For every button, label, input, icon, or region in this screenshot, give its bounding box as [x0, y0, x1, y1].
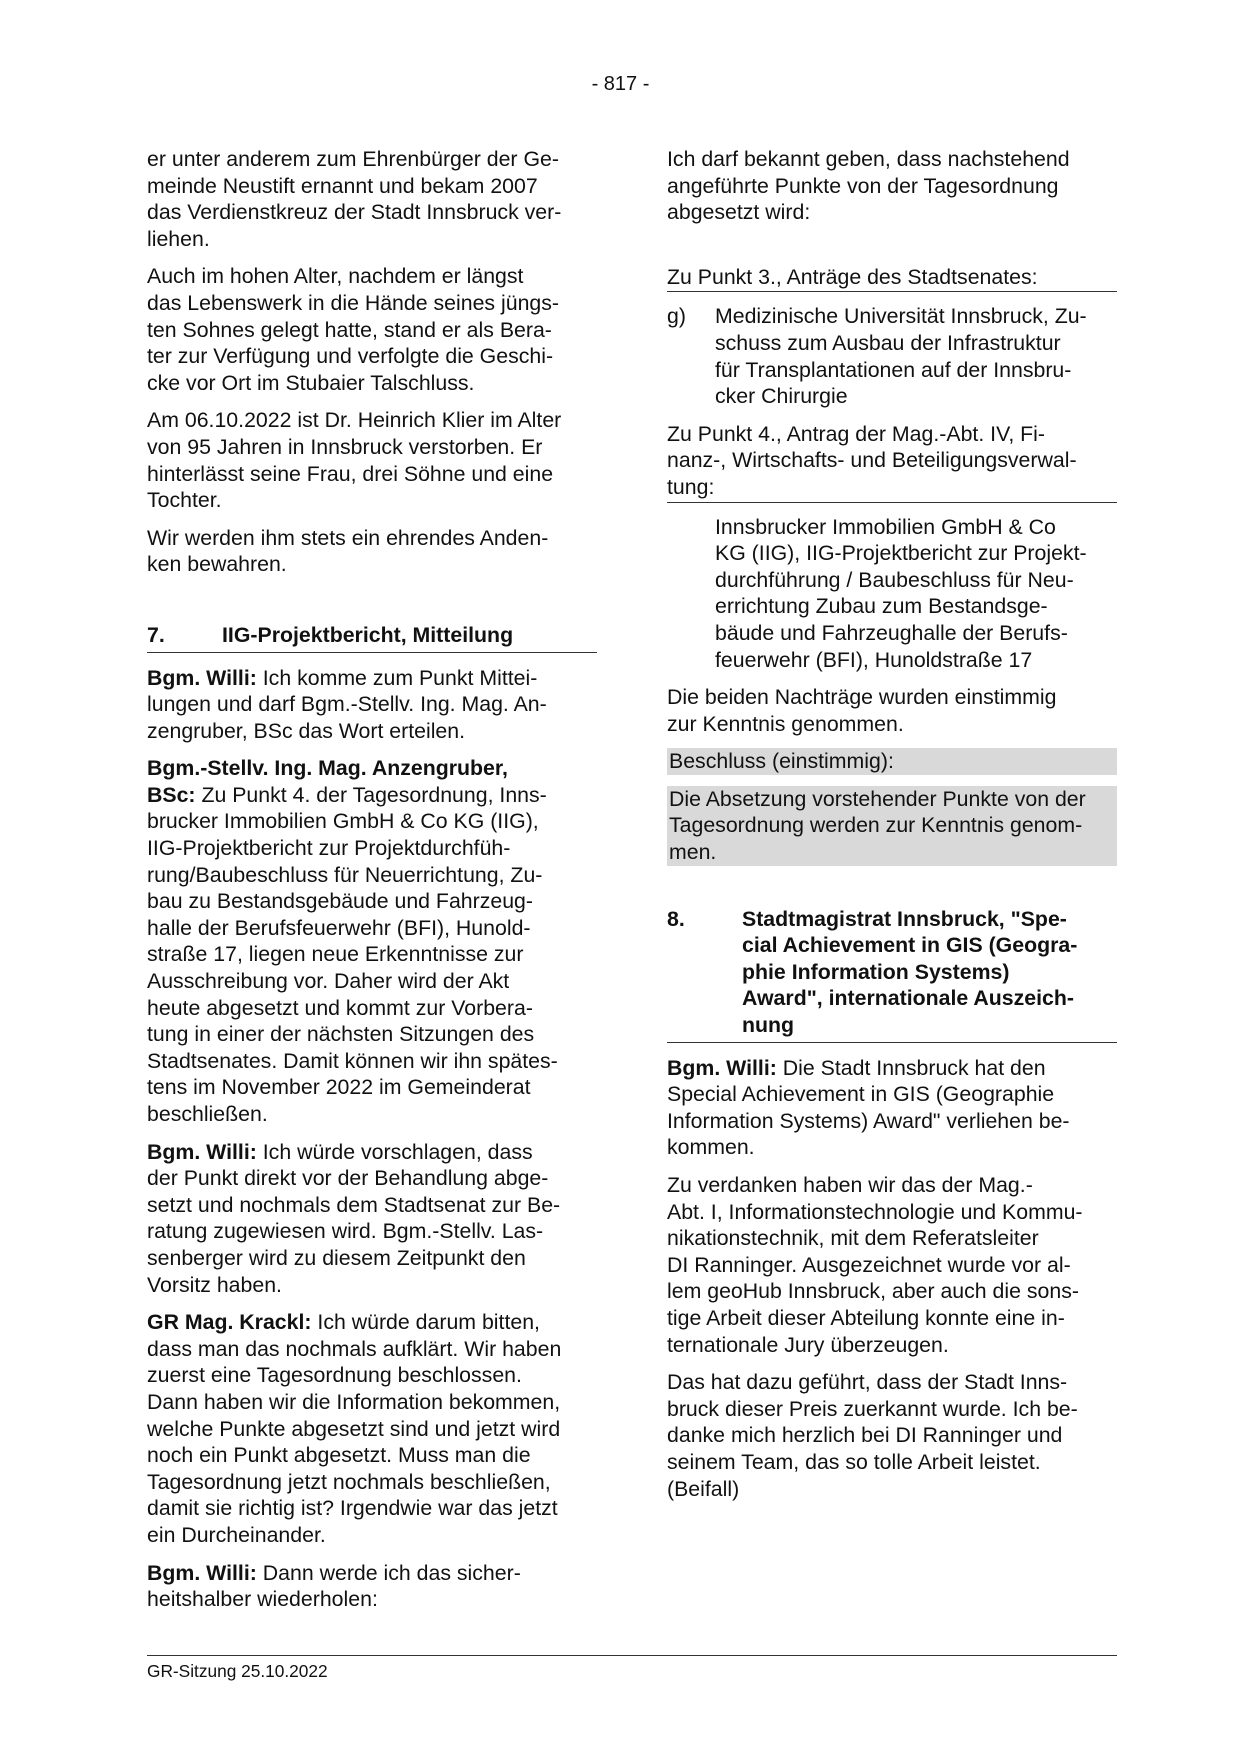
page-footer: GR-Sitzung 25.10.2022 [147, 1655, 1117, 1682]
speech [147, 665, 597, 745]
paragraph-text: Zu verdanken haben wir das der Mag.- Abt. I, Informationstechnologie und Kommu- nikationstechnik, mit dem Referatsleiter DI Ranninger. Ausgezeichnet wurde vor al- lem geoHub Innsbruck, aber auch die sons- tige Arbeit dieser Abteilung konnte eine in- ternationale Jury überzeugen. [667, 1173, 1083, 1357]
speaker-name: Bgm. Willi: [147, 665, 257, 690]
paragraph [147, 525, 597, 578]
agenda-subheading: Zu Punkt 4., Antrag der Mag.-Abt. IV, Fi- nanz-, Wirtschafts- und Beteiligungsverwal- tung: [667, 421, 1117, 503]
speech [147, 1560, 597, 1613]
paragraph [667, 1172, 1117, 1358]
paragraph [667, 1369, 1117, 1502]
left-column [147, 146, 597, 1624]
item-letter: g) [667, 304, 686, 329]
paragraph-text: Auch im hohen Alter, nachdem er längst das Lebenswerk in die Hände seines jüngs- ten Sohnes gelegt hatte, stand er als Bera- ter zur Verfügung und verfolgte die Geschi- cke vor Ort im Stubaier Talschluss. [147, 264, 559, 395]
speech-text: Dann werde ich das sicher- heitshalber wiederholen: [147, 1560, 521, 1612]
speech-text: Ich komme zum Punkt Mittei- lungen und darf Bgm.-Stellv. Ing. Mag. An- zengruber, BSc das Wort erteilen. [147, 665, 547, 743]
paragraph [147, 146, 597, 252]
section-title: Stadtmagistrat Innsbruck, "Spe- cial Achievement in GIS (Geogra- phie Information Systems) Award", internationale Auszeich- nung [742, 906, 1078, 1038]
speech-text: Zu Punkt 4. der Tagesordnung, Inns- brucker Immobilien GmbH & Co KG (IIG), IIG-Projektbericht zur Projektdurchfüh- rung/Baubeschluss für Neuerrichtung, Zu- bau zu Bestandsgebäude und Fahrzeug- halle der Berufsfeuerwehr (BFI), Hunold- straße 17, liegen neue Erkenntnisse zur Ausschreibung vor. Daher wird der Akt heute abgesetzt und kommt zur Vorbera- tung in einer der nächsten Sitzungen des Stadtsenates. Damit können wir ihn spätes- tens im November 2022 im Gemeinderat beschließen. [147, 782, 558, 1126]
item-text: Medizinische Universität Innsbruck, Zu- schuss zum Ausbau der Infrastruktur für Transplantationen auf der Innsbru- cker Chirurgie [715, 304, 1087, 409]
speech [147, 1309, 597, 1548]
paragraph-text: Ich darf bekannt geben, dass nachstehend angeführte Punkte von der Tagesordnung abgesetzt wird: [667, 147, 1070, 225]
paragraph-text: er unter anderem zum Ehrenbürger der Ge- meinde Neustift ernannt und bekam 2007 das Verdienstkreuz der Stadt Innsbruck ver- liehen. [147, 147, 562, 251]
page-number: - 817 - [591, 73, 650, 95]
paragraph-text: Am 06.10.2022 ist Dr. Heinrich Klier im Alter von 95 Jahren in Innsbruck verstorben. Er hinterlässt seine Frau, drei Söhne und eine Tochter. [147, 408, 562, 513]
speech [667, 1055, 1117, 1161]
paragraph [147, 407, 597, 513]
section-7-heading [147, 622, 597, 653]
speech-text: Ich würde vorschlagen, dass der Punkt direkt vor der Behandlung abge- setzt und nochmals dem Stadtsenat zur Be- ratung zugewiesen wird. Bgm.-Stellv. Las- senberger wird zu diesem Zeitpunkt den Vorsitz haben. [147, 1139, 561, 1297]
speaker-name: GR Mag. Krackl: [147, 1310, 312, 1335]
speaker-name: Bgm. Willi: [147, 1560, 257, 1585]
agenda-item [667, 303, 1117, 409]
speech [147, 755, 597, 1127]
section-number: 7. [147, 622, 165, 647]
paragraph-text: Das hat dazu geführt, dass der Stadt Inns- bruck dieser Preis zuerkannt wurde. Ich be- danke mich herzlich bei DI Ranninger und seinem Team, das so tolle Arbeit leistet. (Beifall) [667, 1370, 1078, 1501]
right-column [667, 146, 1117, 1513]
agenda-subheading: Zu Punkt 3., Anträge des Stadtsenates: [667, 264, 1117, 293]
decision-label: Beschluss (einstimmig): [667, 748, 1117, 775]
decision-text: Die Absetzung vorstehender Punkte von der Tagesordnung werden zur Kenntnis genom- men. [667, 786, 1117, 866]
paragraph [667, 146, 1117, 226]
section-8-heading [667, 906, 1117, 1043]
paragraph [147, 263, 597, 396]
speaker-name: Bgm.-Stellv. Ing. Mag. Anzengruber, BSc: [147, 756, 508, 807]
paragraph-text: Die beiden Nachträge wurden einstimmig zur Kenntnis genommen. [667, 685, 1057, 736]
agenda-item-text: Innsbrucker Immobilien GmbH & Co KG (IIG), IIG-Projektbericht zur Projekt- durchführung / Baubeschluss für Neu- errichtung Zubau zum Bestandsge- bäude und Fahrzeughalle der Berufs- feuerwehr (BFI), Hunoldstraße 17 [715, 514, 1087, 672]
section-title: IIG-Projektbericht, Mitteilung [222, 622, 514, 647]
paragraph [667, 684, 1117, 737]
speech-text: Die Stadt Innsbruck hat den Special Achievement in GIS (Geographie Information Systems) Award" verliehen be- kommen. [667, 1055, 1070, 1160]
speech-text: Ich würde darum bitten, dass man das nochmals aufklärt. Wir haben zuerst eine Tagesordnung beschlossen. Dann haben wir die Information bekommen, welche Punkte abgesetzt sind und jetzt wird noch ein Punkt abgesetzt. Muss man die Tagesordnung jetzt nochmals beschließen, damit sie richtig ist? Irgendwie war das jetzt ein Durcheinander. [147, 1310, 562, 1547]
speaker-name: Bgm. Willi: [147, 1139, 257, 1164]
speaker-name: Bgm. Willi: [667, 1055, 777, 1080]
section-number: 8. [667, 906, 685, 931]
paragraph-text: Wir werden ihm stets ein ehrendes Anden- ken bewahren. [147, 525, 549, 577]
speech [147, 1139, 597, 1299]
